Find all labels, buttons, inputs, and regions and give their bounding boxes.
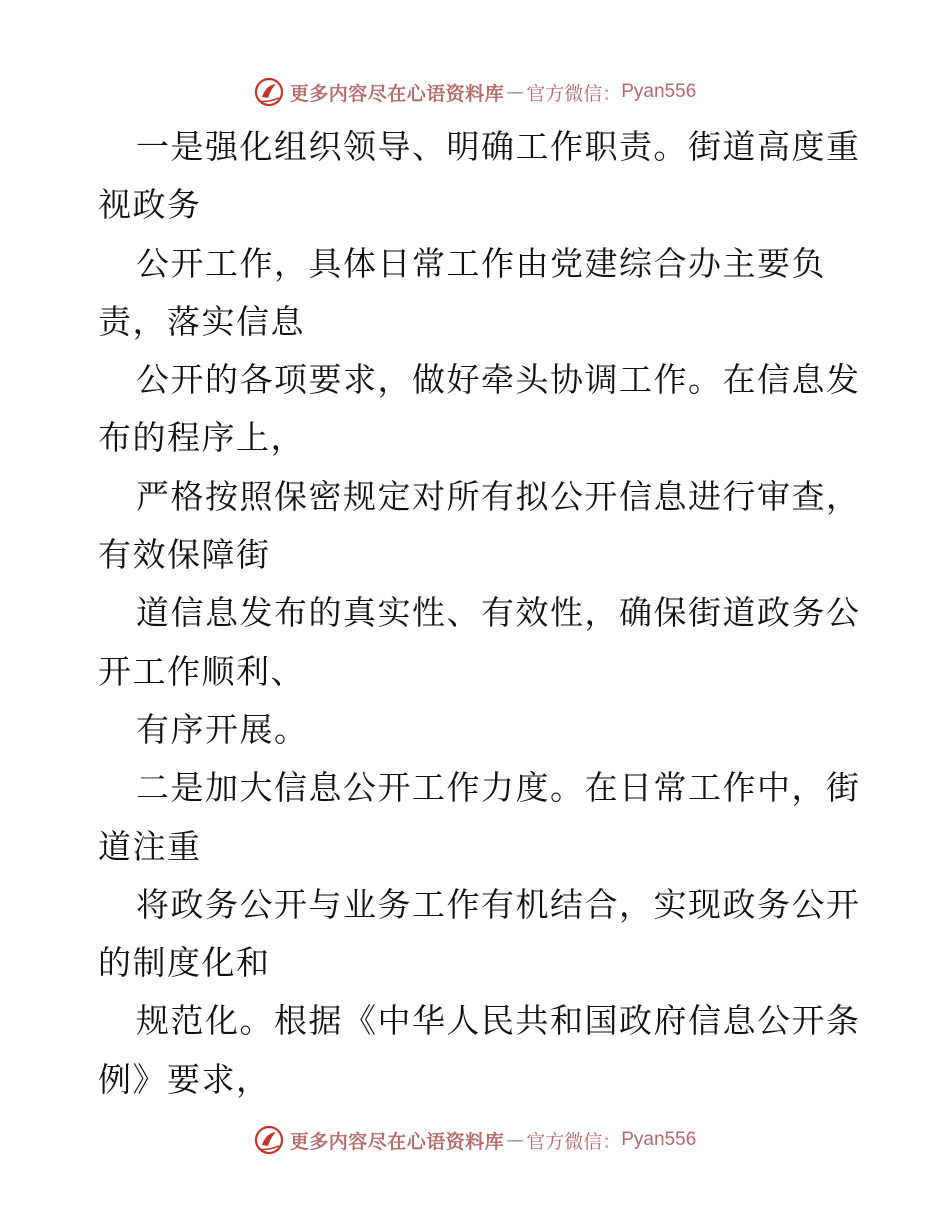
body-line: 道信息发布的真实性、有效性，确保街道政务公 <box>136 593 861 633</box>
document-body <box>98 118 861 1109</box>
body-line: 将政务公开与业务工作有机结合，实现政务公开 <box>136 884 861 924</box>
body-line: 道注重 <box>98 826 202 866</box>
pen-logo-icon <box>254 1125 284 1155</box>
watermark-wechat-id: Pyan556 <box>621 1129 697 1150</box>
body-line: 视政务 <box>98 185 202 225</box>
watermark-contact-label: 官方微信： <box>526 1130 622 1153</box>
body-line: 开工作顺利、 <box>98 651 305 691</box>
body-line: 的制度化和 <box>98 943 271 983</box>
body-line: 公开的各项要求，做好牵头协调工作。在信息发 <box>136 360 861 400</box>
watermark-dash: — <box>506 1129 525 1151</box>
body-line: 有效保障街 <box>98 535 271 575</box>
body-line: 责，落实信息 <box>98 301 305 341</box>
footer-watermark <box>0 1120 950 1160</box>
body-line: 布的程序上， <box>98 418 305 458</box>
body-line: 例》要求， <box>98 1059 271 1099</box>
body-line: 规范化。根据《中华人民共和国政府信息公开条 <box>136 1001 861 1041</box>
body-line: 一是强化组织领导、明确工作职责。街道高度重 <box>136 127 861 166</box>
body-line: 有序开展。 <box>136 709 309 749</box>
body-line: 严格按照保密规定对所有拟公开信息进行审查， <box>136 476 861 516</box>
watermark-contact-label: 官方微信： <box>526 82 622 105</box>
watermark-wechat-id: Pyan556 <box>621 81 697 102</box>
watermark-site-text: 更多内容尽在心语资料库 <box>289 82 505 105</box>
watermark-dash: — <box>506 81 525 103</box>
header-watermark <box>0 72 950 112</box>
body-line: 二是加大信息公开工作力度。在日常工作中，街 <box>136 768 861 808</box>
body-line: 公开工作，具体日常工作由党建综合办主要负 <box>136 243 826 283</box>
watermark-site-text: 更多内容尽在心语资料库 <box>289 1130 505 1153</box>
pen-logo-icon <box>254 77 284 107</box>
